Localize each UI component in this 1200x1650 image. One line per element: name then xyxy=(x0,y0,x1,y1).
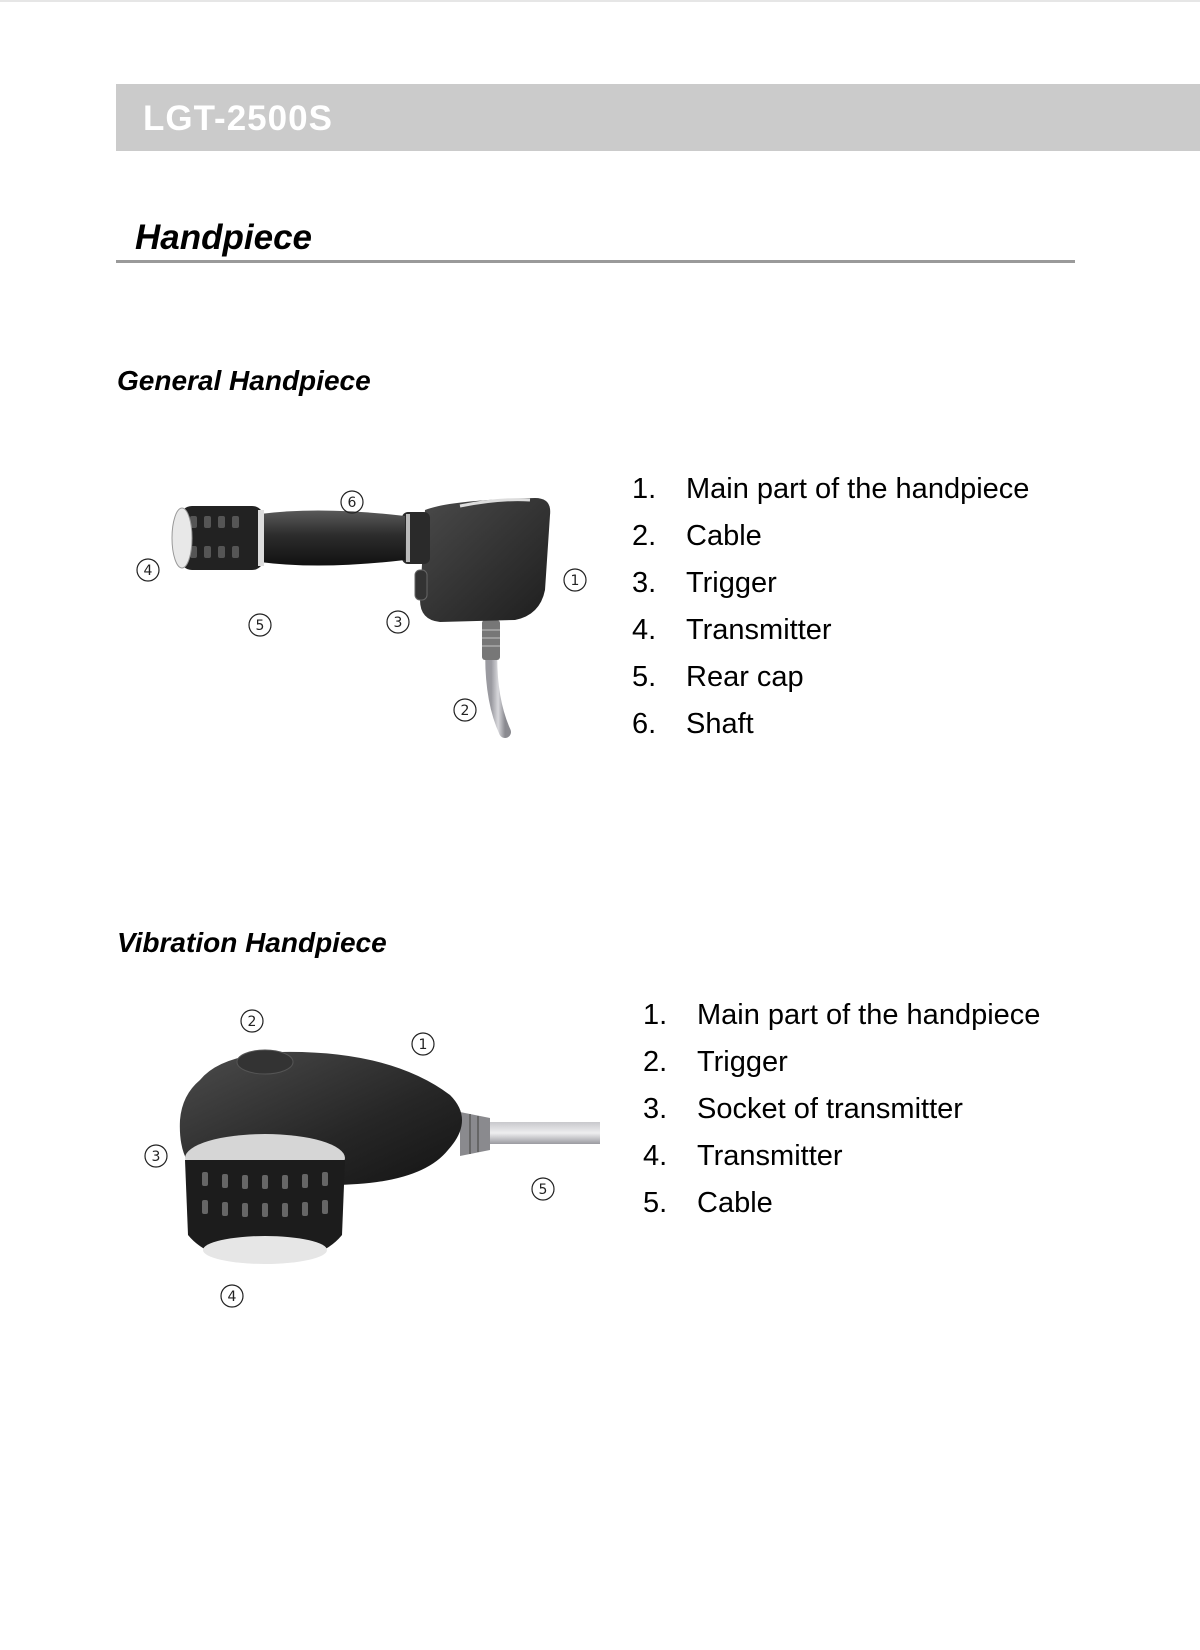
svg-text:1: 1 xyxy=(570,573,580,589)
vibration-callout-2 xyxy=(241,1010,263,1032)
section-divider xyxy=(116,260,1075,263)
header-band xyxy=(116,84,1200,151)
svg-text:6: 6 xyxy=(347,495,357,511)
list-item: 5. Rear cap xyxy=(632,661,804,693)
svg-text:1: 1 xyxy=(418,1037,428,1053)
svg-text:5: 5 xyxy=(538,1182,548,1198)
vibration-handpiece-heading: Vibration Handpiece xyxy=(117,927,387,958)
list-item: 2. Cable xyxy=(632,520,762,552)
list-item: 1. Main part of the handpiece xyxy=(632,473,1030,505)
list-item: 2. Trigger xyxy=(643,1046,788,1078)
general-handpiece-illustration xyxy=(120,470,600,770)
vibration-callout-1 xyxy=(412,1033,434,1055)
list-item: 1. Main part of the handpiece xyxy=(643,999,1041,1031)
svg-text:3: 3 xyxy=(151,1149,161,1165)
section-title: Handpiece xyxy=(135,218,312,257)
general-callout-1 xyxy=(564,569,586,591)
svg-text:2: 2 xyxy=(247,1014,257,1030)
vibration-callout-3 xyxy=(145,1145,167,1167)
top-border xyxy=(0,0,1200,2)
list-item: 4. Transmitter xyxy=(632,614,832,646)
general-callout-4 xyxy=(137,559,159,581)
list-item: 6. Shaft xyxy=(632,708,754,740)
svg-text:4: 4 xyxy=(143,563,153,579)
general-parts-list xyxy=(632,466,1029,748)
list-item: 5. Cable xyxy=(643,1187,773,1219)
general-callout-6 xyxy=(341,491,363,513)
svg-text:3: 3 xyxy=(393,615,403,631)
vibration-callout-5 xyxy=(532,1178,554,1200)
svg-text:2: 2 xyxy=(460,703,470,719)
list-item: 4. Transmitter xyxy=(643,1140,843,1172)
list-item: 3. Socket of transmitter xyxy=(643,1093,963,1125)
list-item: 3. Trigger xyxy=(632,567,777,599)
vibration-parts-list xyxy=(643,992,1040,1227)
vibration-callout-4 xyxy=(221,1285,243,1307)
general-handpiece-heading: General Handpiece xyxy=(117,365,371,396)
general-callout-5 xyxy=(249,614,271,636)
general-callout-3 xyxy=(387,611,409,633)
vibration-handpiece-illustration xyxy=(130,1000,610,1320)
general-callout-2 xyxy=(454,699,476,721)
model-title: LGT-2500S xyxy=(143,99,333,138)
svg-text:4: 4 xyxy=(227,1289,237,1305)
svg-text:5: 5 xyxy=(255,618,265,634)
